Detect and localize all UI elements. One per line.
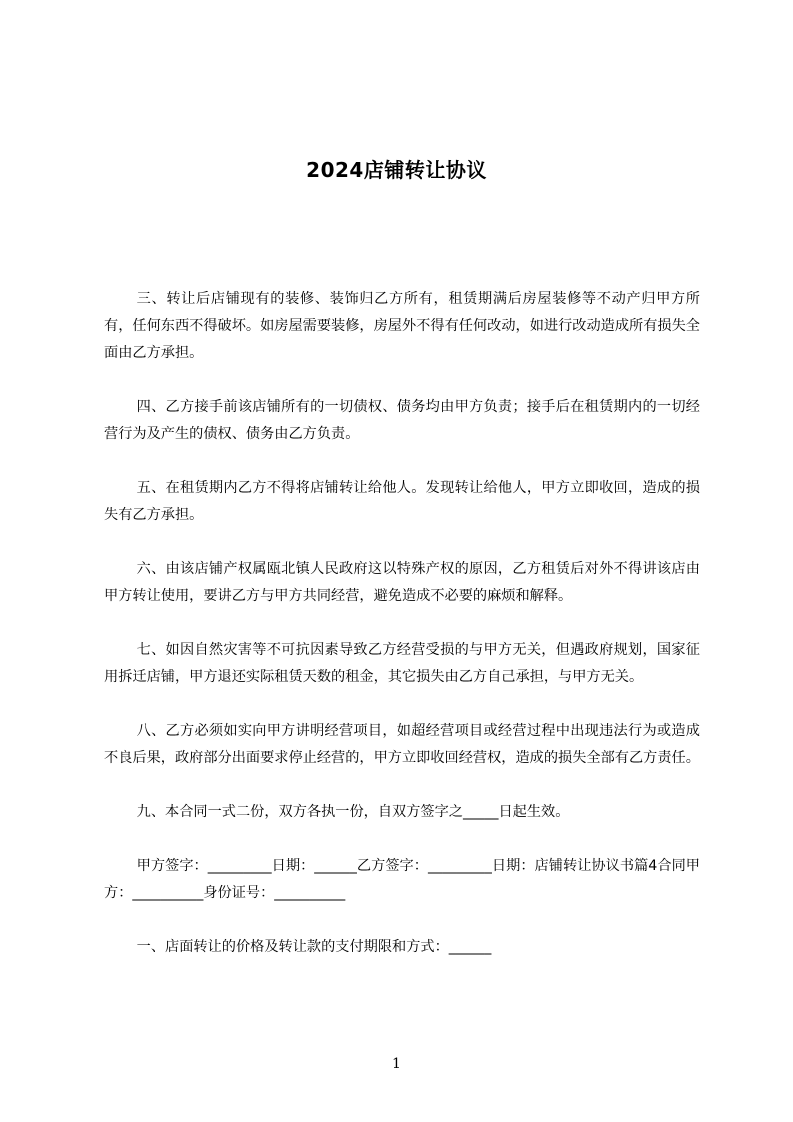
clause-5: 五、在租赁期内乙方不得将店铺转让给他人。发现转让给他人，甲方立即收回，造成的损失有乙方承担。: [104, 480, 700, 523]
document-title: 2024店铺转让协议: [306, 158, 487, 183]
clause-9: 九、本合同一式二份，双方各执一份，自双方签字之_____日起生效。: [136, 804, 570, 820]
next-agreement-clause-1: 一、店面转让的价格及转让款的支付期限和方式：______: [136, 939, 492, 955]
document-body: [104, 286, 700, 988]
clause-4: 四、乙方接手前该店铺所有的一切债权、债务均由甲方负责；接手后在租赁期内的一切经营行为及产生的债权、债务由乙方负责。: [104, 399, 700, 442]
clause-7: 七、如因自然灾害等不可抗因素导致乙方经营受损的与甲方无关，但遇政府规划，国家征用拆迁店铺，甲方退还实际租赁天数的租金，其它损失由乙方自己承担，与甲方无关。: [104, 642, 700, 685]
clause-8: 八、乙方必须如实向甲方讲明经营项目，如超经营项目或经营过程中出现违法行为或造成不良后果，政府部分出面要求停止经营的，甲方立即收回经营权，造成的损失全部有乙方责任。: [104, 723, 700, 766]
page-number: 1: [392, 1056, 401, 1072]
clause-3: 三、转让后店铺现有的装修、装饰归乙方所有，租赁期满后房屋装修等不动产归甲方所有，任何东西不得破坏。如房屋需要装修，房屋外不得有任何改动，如进行改动造成所有损失全面由乙方承担。: [104, 291, 700, 361]
signature-line: 甲方签字：_________日期：______乙方签字：_________日期：店铺转让协议书篇4合同甲方：__________身份证号：__________: [104, 858, 700, 901]
clause-6: 六、由该店铺产权属瓯北镇人民政府这以特殊产权的原因，乙方租赁后对外不得讲该店由甲方转让使用，要讲乙方与甲方共同经营，避免造成不必要的麻烦和解释。: [104, 561, 700, 604]
